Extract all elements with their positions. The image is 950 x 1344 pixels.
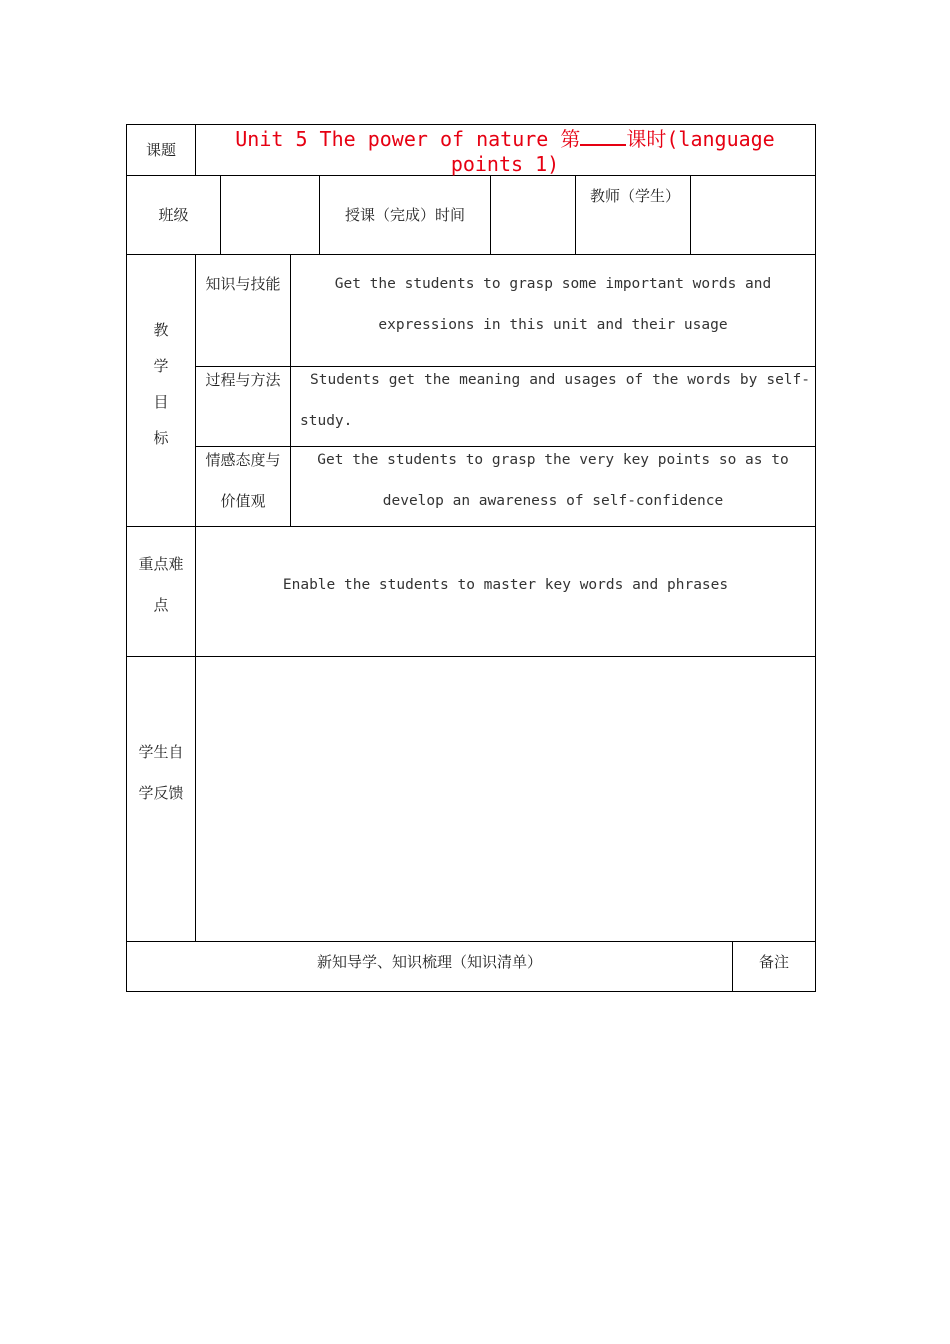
notes-heading: 备注	[758, 953, 789, 971]
time-label: 授课（完成）时间	[344, 206, 465, 224]
table-border	[126, 526, 816, 527]
objective-label-knowledge: 知识与技能	[205, 275, 281, 293]
title-text-suffix: 课时(language points 1)	[450, 127, 775, 176]
page-title	[196, 126, 814, 177]
key-points-text: Enable the students to master key words and phrases	[282, 577, 729, 593]
new-knowledge-heading: 新知导学、知识梳理（知识清单）	[316, 953, 542, 971]
class-label: 班级	[158, 206, 189, 224]
objective-label-attitude: 情感态度与价值观	[205, 451, 281, 510]
table-border	[126, 991, 816, 992]
teacher-label: 教师（学生）	[590, 187, 681, 205]
objective-label-process: 过程与方法	[205, 371, 281, 389]
feedback-area[interactable]	[196, 657, 815, 941]
table-border	[126, 124, 127, 992]
teacher-value	[691, 176, 815, 254]
objective-text-knowledge: Get the students to grasp some important words and expressions in this unit and their usage	[334, 276, 772, 333]
objective-text-process: Students get the meaning and usages of the words by self-study.	[300, 372, 810, 429]
time-value	[491, 176, 575, 254]
feedback-label: 学生自学反馈	[138, 743, 184, 802]
lesson-number-blank	[580, 126, 626, 146]
table-border	[126, 124, 816, 125]
table-border	[575, 175, 576, 254]
key-points-label: 重点难点	[138, 555, 184, 614]
title-text: Unit 5 The power of nature 第	[235, 127, 581, 151]
table-border	[290, 254, 291, 526]
topic-label: 课题	[145, 141, 176, 159]
table-border	[815, 124, 816, 992]
table-border	[126, 254, 816, 255]
class-value	[221, 176, 319, 254]
objectives-label: 教学目标	[153, 321, 169, 447]
objective-text-attitude: Get the students to grasp the very key points so as to develop an awareness of self-confidence	[317, 452, 789, 509]
